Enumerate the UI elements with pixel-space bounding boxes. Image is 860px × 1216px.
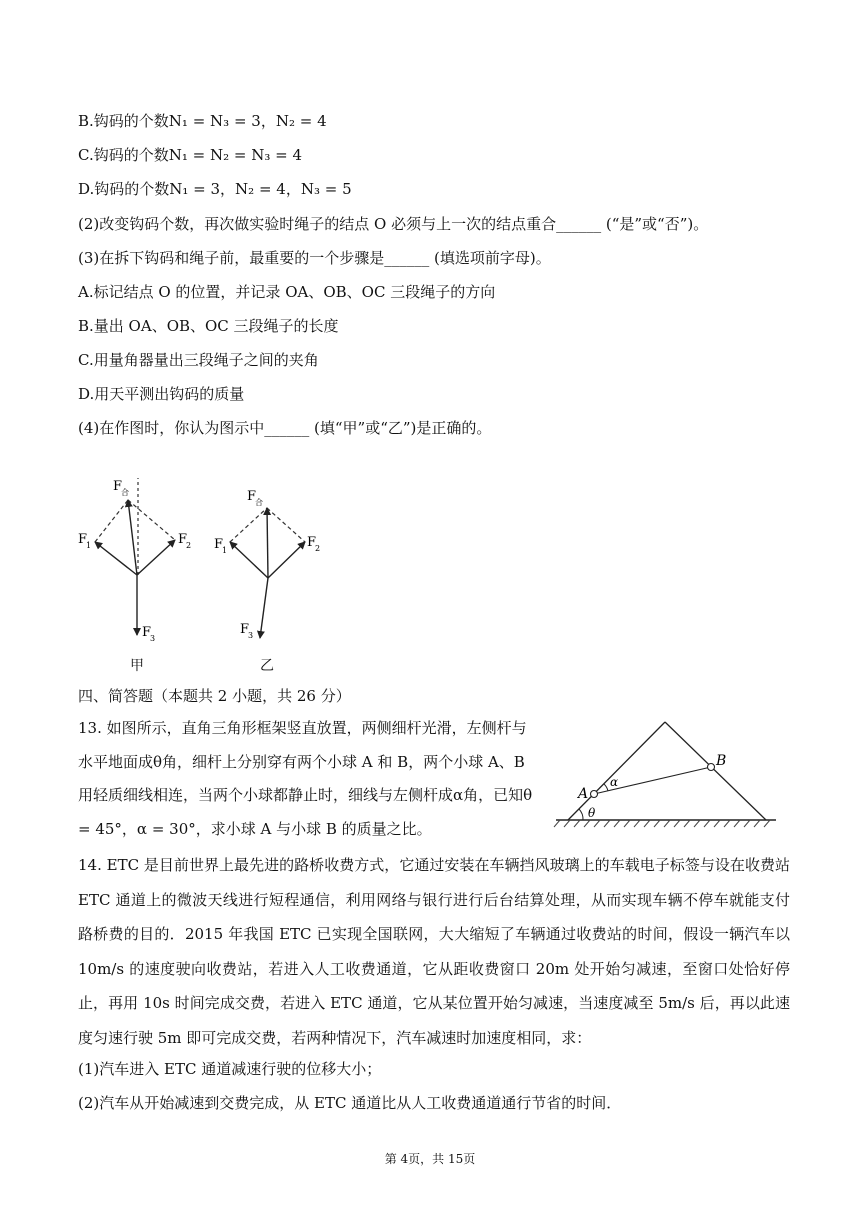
f2-label: F [178,532,188,547]
label-a: A [578,786,589,802]
f-he-sub: 合 [255,498,263,507]
option-b-line: B.钩码的个数N₁ = N₃ = 3，N₂ = 4 [78,112,327,130]
caption-yi: 乙 [260,658,274,674]
section-four-heading: 四、简答题（本题共 2 小题，共 26 分） [78,687,351,705]
force-diagram-jia [70,470,210,650]
option-c-line: C.钩码的个数N₁ = N₂ = N₃ = 4 [78,146,302,164]
f1-sub: 1 [222,546,228,555]
f2-label: F [307,535,317,550]
option-c2-line: C.用量角器量出三段绳子之间的夹角 [78,351,319,369]
force-diagram-yi [205,470,345,650]
question-2-line: (2)改变钩码个数，再次做实验时绳子的结点 O 必须与上一次的结点重合______ (“是”或“否”)。 [78,215,709,233]
f1-sub: 1 [86,541,92,550]
option-a-line: A.标记结点 O 的位置，并记录 OA、OB、OC 三段绳子的方向 [78,283,496,301]
option-b2-line: B.量出 OA、OB、OC 三段绳子的长度 [78,317,339,335]
page-footer: 第 4页，共 15页 [384,1152,476,1166]
triangle-frame-diagram [548,710,788,835]
question-3-line: (3)在拆下钩码和绳子前，最重要的一个步骤是______ (填选项前字母)。 [78,249,551,267]
caption-jia: 甲 [130,658,144,674]
option-d2-line: D.用天平测出钩码的质量 [78,385,245,403]
label-theta: θ [588,806,596,820]
f3-label: F [240,622,250,637]
f3-label: F [142,625,152,640]
f-he-label: F [113,479,123,494]
question-14-text: 14. ETC 是目前世界上最先进的路桥收费方式，它通过安装在车辆挡风玻璃上的车载电子标签与设在收费站 ETC 通道上的微波天线进行短程通信，利用网络与银行进行后台结算处理，从而实现车辆不停车就能支付路桥费的目的．2015 年我国 ETC 已实现全国联网，大大缩短了车辆通过收费站的时间，假设一辆汽车以 10m/s 的速度驶向收费站，若进入人工收费通道，它从距收费窗口 20m 处开始匀减速，至窗口处恰好停止，再用 10s 时间完成交费，若进入 ETC 通道，它从某位置开始匀减速，当速度减至 5m/s 后，再以此速度匀速行驶 5m 即可完成交费，若两种情况下，汽车减速时加速度相同，求： [78,856,790,1047]
label-alpha: α [610,775,619,789]
question-4-line: (4)在作图时，你认为图示中______ (填“甲”或“乙”)是正确的。 [78,419,492,437]
f3-sub: 3 [150,634,156,643]
f1-label: F [214,537,224,552]
question-14-sub-2: (2)汽车从开始减速到交费完成，从 ETC 通道比从人工收费通道通行节省的时间． [78,1094,622,1112]
f-he-label: F [247,489,257,504]
f1-label: F [78,532,88,547]
f-he-sub: 合 [121,488,129,497]
option-d-line: D.钩码的个数N₁ = 3，N₂ = 4，N₃ = 5 [78,180,352,198]
question-13-text: 13. 如图所示，直角三角形框架竖直放置，两侧细杆光滑，左侧杆与水平地面成θ角，细杆上分别穿有两个小球 A 和 B，两个小球 A、B 用轻质细线相连，当两个小球都静止时，细线与左侧杆成α角，已知θ = 45°，α = 30°，求小球 A 与小球 B 的质量之比。 [78,719,533,838]
f2-sub: 2 [186,541,192,550]
f2-sub: 2 [315,544,321,553]
label-b: B [716,753,727,769]
question-14-sub-1: (1)汽车进入 ETC 通道减速行驶的位移大小； [78,1060,382,1078]
f3-sub: 3 [248,631,254,640]
